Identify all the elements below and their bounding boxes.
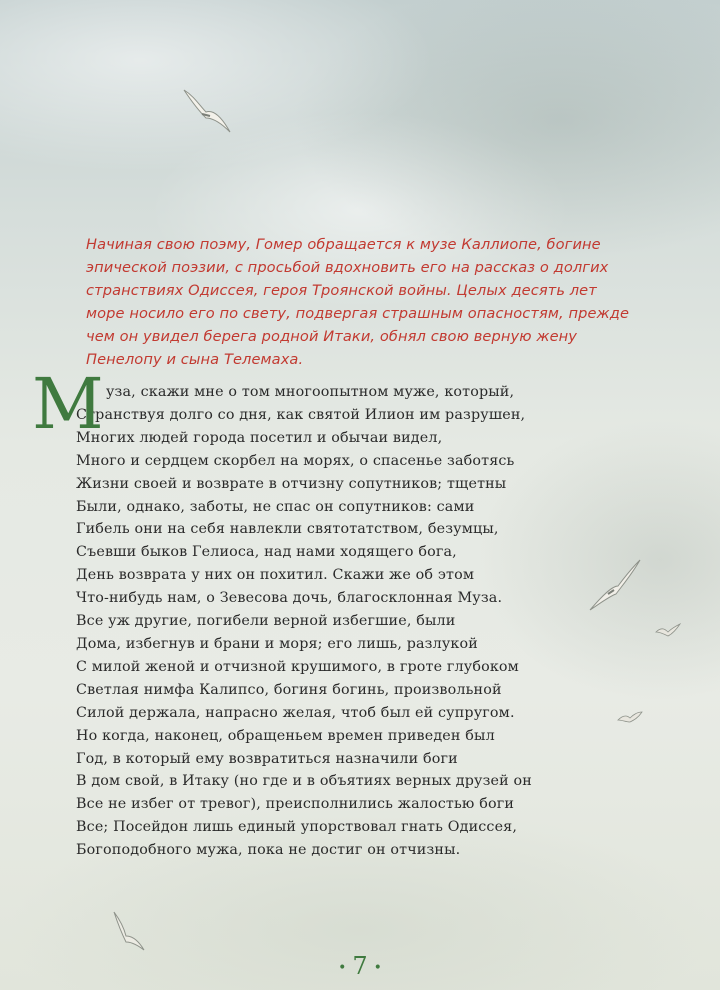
poem-line: Были, однако, заботы, не спас он сопутников: сами <box>76 498 475 515</box>
poem-line: Съевши быков Гелиоса, над нами ходящего бога, <box>76 544 457 561</box>
poem-line: Жизни своей и возврате в отчизну сопутников; тщетны <box>76 475 507 492</box>
seagull-icon <box>180 84 236 140</box>
poem-line: Все; Посейдон лишь единый упорствовал гнать Одиссея, <box>76 819 518 836</box>
poem-line: Много и сердцем скорбел на морях, о спасенье заботясь <box>76 452 515 469</box>
poem-text <box>32 363 646 862</box>
poem-line: Но когда, наконец, обращеньем времен приведен был <box>76 727 495 744</box>
intro-paragraph: Начиная свою поэму, Гомер обращается к музе Каллиопе, богине эпической поэзии, с просьбой вдохновить его на рассказ о долгих странствиях Одиссея, героя Троянской войны. Целых десять лет море носило его по свету, подвергая страшным опасностям, прежде чем он увидел берега родной Итаки, обнял свою верную жену Пенелопу и сына Телемаха. <box>86 236 630 368</box>
poem-line: Дома, избегнув и брани и моря; его лишь, разлукой <box>76 635 478 652</box>
poem-line: уза, скажи мне о том многоопытном муже, который, <box>106 384 515 400</box>
poem-line: Многих людей города посетил и обычаи видел, <box>76 429 443 446</box>
poem-line: В дом свой, в Итаку (но где и в объятиях верных друзей он <box>76 773 532 790</box>
poem-line: Что-нибудь нам, о Зевесова дочь, благосклонная Муза. <box>76 590 503 607</box>
poem-line: Силой держала, напрасно желая, чтоб был ей супругом. <box>76 704 515 721</box>
poem-line: Гибель они на себя навлекли святотатством, безумцы, <box>76 521 499 538</box>
seagull-icon <box>654 620 682 640</box>
poem-line: Богоподобного мужа, пока не достиг он отчизны. <box>76 842 461 859</box>
poem-line: С милой женой и отчизной крушимого, в гроте глубоком <box>76 658 519 675</box>
poem-line: Светлая нимфа Калипсо, богиня богинь, произвольной <box>76 681 502 698</box>
page-number <box>0 952 720 980</box>
drop-cap: М <box>32 363 104 445</box>
ornament-dot: • <box>338 959 347 976</box>
poem-line: Странствуя долго со дня, как святой Илион им разрушен, <box>76 406 526 423</box>
poem-line: Все не избег от тревог), преисполнились жалостью боги <box>76 796 515 813</box>
poem-line: День возврата у них он похитил. Скажи же об этом <box>76 567 475 584</box>
poem-line: Год, в который ему возвратиться назначили боги <box>76 750 458 767</box>
page-number-value: 7 <box>352 952 368 980</box>
ornament-dot: • <box>373 959 382 976</box>
seagull-icon <box>108 910 148 956</box>
poem-line: Все уж другие, погибели верной избегшие, были <box>76 613 456 630</box>
